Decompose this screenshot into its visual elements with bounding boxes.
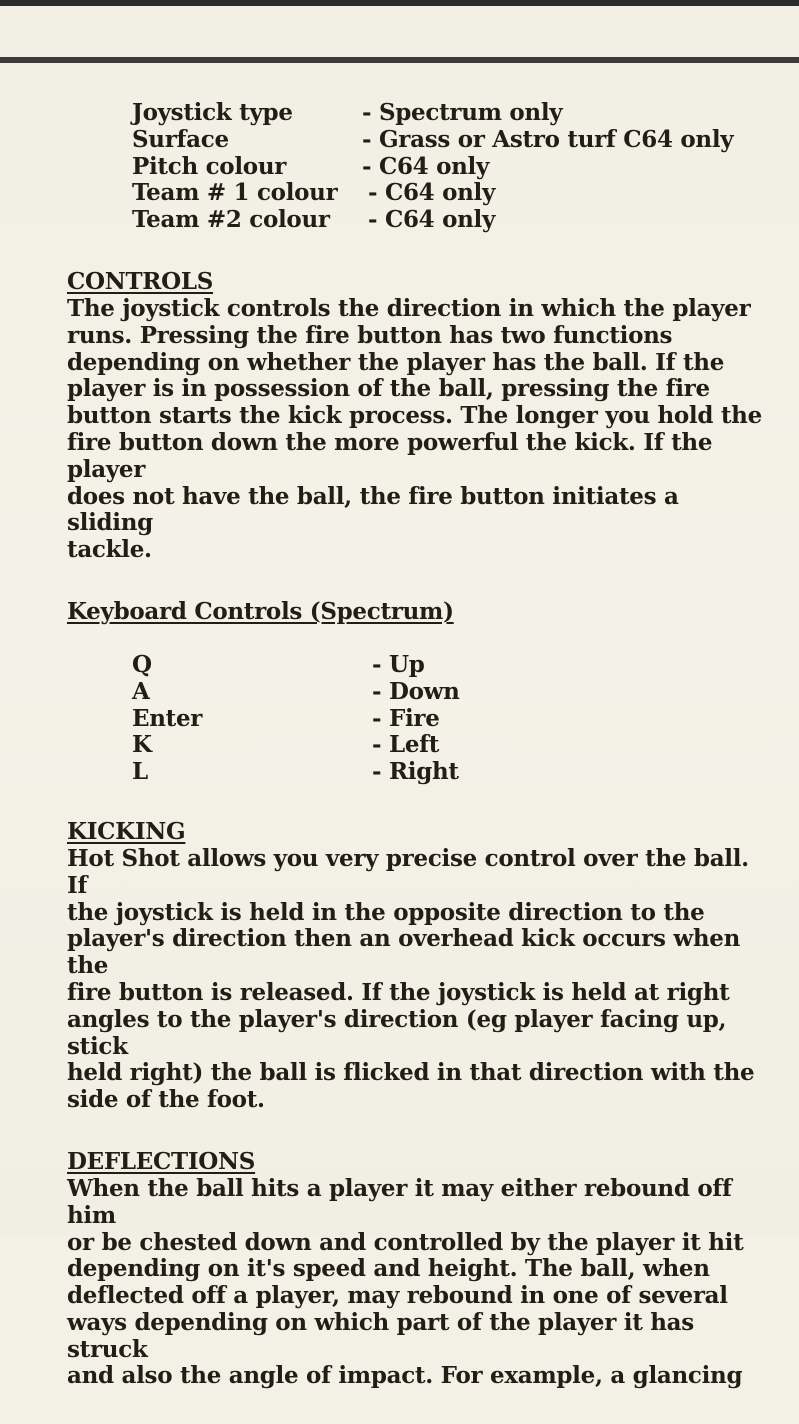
option-value: - Grass or Astro turf C64 only (362, 125, 734, 153)
option-name: Team # 1 colour (132, 179, 338, 207)
key-action: - Left (372, 731, 440, 759)
key-row (132, 652, 767, 679)
option-name: Joystick type (132, 99, 293, 126)
deflections-heading: DEFLECTIONS (67, 1147, 256, 1175)
option-name: Surface (132, 125, 229, 153)
option-row (132, 100, 767, 127)
key-row (132, 706, 767, 733)
option-value: - C64 only (362, 152, 490, 180)
key-action: - Right (372, 758, 459, 786)
option-value: - C64 only (368, 206, 496, 234)
key-name: K (132, 731, 152, 759)
key-name: L (132, 758, 148, 786)
page-content (67, 100, 767, 1424)
option-row (132, 154, 767, 181)
deflections-text: When the ball hits a player it may either rebound off him or be chested down and controlled by the player it hit depending on it's speed and height. The ball, when deflected off a player, may rebound in one of several ways depending on which part of the player it has struck and also the angle of impact. For example, a glancing (67, 1174, 744, 1390)
key-row (132, 759, 767, 786)
key-row (132, 679, 767, 706)
key-row (132, 732, 767, 759)
key-action: - Down (372, 677, 460, 705)
controls-heading: CONTROLS (67, 267, 214, 295)
key-action: - Up (372, 650, 425, 678)
kicking-heading: KICKING (67, 817, 186, 845)
controls-text: The joystick controls the direction in which the player runs. Pressing the fire button has two functions depending on whether the player has the ball. If the player is in possession of the ball, pressing the fire button starts the kick process. The longer you hold the fire button down the more powerful the kick. If the player does not have the ball, the fire button initiates a sliding tackle. (67, 294, 762, 564)
header-rule (0, 57, 799, 63)
key-name: Q (132, 650, 152, 678)
key-action: - Fire (372, 704, 440, 732)
option-value: - C64 only (368, 179, 496, 207)
option-row (132, 127, 767, 154)
top-rule (0, 0, 799, 6)
key-name: Enter (132, 704, 203, 732)
option-name: Team #2 colour (132, 206, 330, 234)
keyboard-controls-heading: Keyboard Controls (Spectrum) (67, 597, 454, 625)
option-name: Pitch colour (132, 152, 287, 180)
options-list (132, 100, 767, 234)
option-value: - Spectrum only (362, 99, 563, 126)
option-row (132, 180, 767, 207)
option-row (132, 207, 767, 234)
keyboard-keys-list (132, 652, 767, 786)
key-name: A (132, 677, 150, 705)
kicking-text: Hot Shot allows you very precise control over the ball. If the joystick is held in the opposite direction to the player's direction then an overhead kick occurs when the fire button is released. If the joystick is held at right angles to the player's direction (eg player facing up, stick held right) the ball is flicked in that direction with the side of the foot. (67, 844, 755, 1114)
